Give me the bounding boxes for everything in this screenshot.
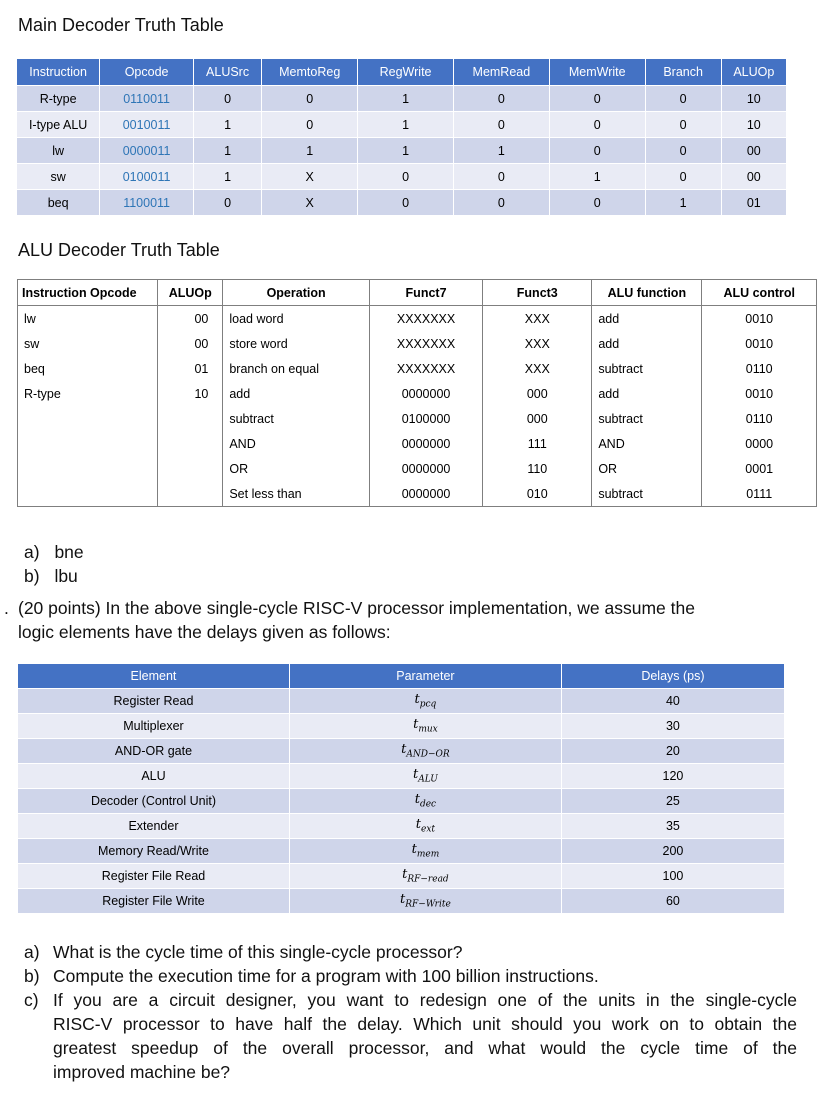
table-cell: 1	[193, 112, 261, 138]
table-cell: 40	[561, 689, 784, 714]
parameter-cell	[289, 764, 561, 789]
table-cell: 1	[193, 138, 261, 164]
table-cell: 000	[483, 381, 592, 406]
table-cell: 200	[561, 839, 784, 864]
table-cell: XXX	[483, 306, 592, 332]
table-cell: R-type	[17, 86, 100, 112]
table-cell: 01	[158, 356, 223, 381]
param-subscript: dec	[419, 799, 437, 810]
table-cell: 1100011	[100, 190, 194, 216]
table-row	[18, 456, 817, 481]
table-row	[18, 764, 785, 789]
table-cell: Register File Read	[18, 864, 289, 889]
table-row	[18, 889, 785, 914]
table-cell	[18, 481, 158, 507]
table-cell: 1	[262, 138, 358, 164]
table-cell: 0	[262, 112, 358, 138]
alu-decoder-title: ALU Decoder Truth Table	[18, 240, 220, 260]
list-marker: a)	[24, 942, 40, 962]
table-cell: branch on equal	[223, 356, 370, 381]
table-cell: 1	[358, 138, 454, 164]
table-cell: Register Read	[18, 689, 289, 714]
list-item	[24, 564, 78, 588]
table-cell: 10	[721, 112, 786, 138]
main-header-cell: ALUOp	[721, 59, 786, 86]
list-marker: b)	[24, 966, 40, 986]
alu-header-cell: Funct3	[483, 280, 592, 306]
table-cell: 0	[645, 164, 721, 190]
table-cell: 20	[561, 739, 784, 764]
table-cell: 00	[721, 164, 786, 190]
table-cell: X	[262, 190, 358, 216]
table-cell: 0000000	[369, 431, 482, 456]
table-cell: 0	[549, 112, 645, 138]
table-cell: 10	[721, 86, 786, 112]
table-row	[17, 86, 787, 112]
table-row	[18, 814, 785, 839]
table-cell: lw	[17, 138, 100, 164]
table-cell: sw	[18, 331, 158, 356]
table-cell: 111	[483, 431, 592, 456]
table-cell	[18, 456, 158, 481]
table-cell: add	[592, 381, 702, 406]
table-cell: 0	[358, 190, 454, 216]
table-cell: 100	[561, 864, 784, 889]
table-cell: 0	[645, 112, 721, 138]
table-cell: 0010	[702, 306, 817, 332]
table-cell: 1	[358, 112, 454, 138]
table-cell: I-type ALU	[17, 112, 100, 138]
table-cell: AND	[592, 431, 702, 456]
question-line-2: logic elements have the delays given as follows:	[18, 622, 391, 642]
param-subscript: RF−read	[407, 874, 449, 885]
table-cell: Set less than	[223, 481, 370, 507]
alu-header-cell: ALU function	[592, 280, 702, 306]
delays-header-cell: Element	[18, 664, 289, 689]
table-cell: Memory Read/Write	[18, 839, 289, 864]
table-row	[18, 331, 817, 356]
table-cell: OR	[223, 456, 370, 481]
param-symbol: t	[414, 692, 420, 708]
list-marker: c)	[24, 990, 39, 1010]
parameter-cell	[289, 739, 561, 764]
param-subscript: ALU	[418, 774, 438, 785]
table-cell	[158, 406, 223, 431]
table-cell: 0	[549, 190, 645, 216]
table-row	[18, 406, 817, 431]
param-subscript: mux	[418, 724, 438, 735]
table-row	[18, 739, 785, 764]
list-text-line: greatest speedup of the overall processor, and what would the cycle time of the	[53, 1038, 797, 1058]
main-header-cell: MemWrite	[549, 59, 645, 86]
table-cell: 0	[453, 112, 549, 138]
table-cell: 1	[645, 190, 721, 216]
table-cell: R-type	[18, 381, 158, 406]
table-row	[17, 138, 787, 164]
main-header-cell: Opcode	[100, 59, 194, 86]
table-cell: AND-OR gate	[18, 739, 289, 764]
table-cell: lw	[18, 306, 158, 332]
table-row	[18, 306, 817, 332]
main-header-cell: Branch	[645, 59, 721, 86]
main-decoder-title: Main Decoder Truth Table	[18, 15, 224, 35]
table-cell: XXX	[483, 331, 592, 356]
table-cell: 0000	[702, 431, 817, 456]
table-cell: 0	[193, 190, 261, 216]
table-cell: 0001	[702, 456, 817, 481]
param-symbol: t	[415, 817, 422, 833]
table-cell: beq	[18, 356, 158, 381]
table-cell: AND	[223, 431, 370, 456]
table-cell: 0000011	[100, 138, 194, 164]
list-text: Compute the execution time for a program with 100 billion instructions.	[53, 966, 599, 986]
parameter-cell	[289, 839, 561, 864]
table-cell: 0100000	[369, 406, 482, 431]
main-header-cell: MemtoReg	[262, 59, 358, 86]
alu-decoder-header-row	[18, 280, 817, 306]
table-row	[18, 839, 785, 864]
table-cell: 1	[358, 86, 454, 112]
table-cell: 0	[453, 164, 549, 190]
param-symbol: t	[400, 892, 406, 908]
parameter-cell	[289, 864, 561, 889]
param-symbol: t	[402, 867, 408, 883]
delays-header-row	[18, 664, 785, 689]
main-header-cell: ALUSrc	[193, 59, 261, 86]
param-subscript: mem	[416, 849, 440, 860]
table-cell: subtract	[592, 481, 702, 507]
list-text-line: If you are a circuit designer, you want to redesign one of the units in the single-cycle	[53, 990, 797, 1010]
table-cell: 0	[645, 86, 721, 112]
list-text-line: RISC-V processor to have half the delay. Which unit should you work on to obtain the	[53, 1014, 797, 1034]
table-cell: 1	[193, 164, 261, 190]
param-subscript: ext	[421, 824, 436, 835]
parameter-cell	[289, 689, 561, 714]
table-cell: 120	[561, 764, 784, 789]
table-row	[18, 714, 785, 739]
table-cell: 0110011	[100, 86, 194, 112]
table-cell: subtract	[223, 406, 370, 431]
table-cell: 0000000	[369, 456, 482, 481]
table-cell: XXXXXXX	[369, 356, 482, 381]
param-subscript: RF−Write	[405, 899, 451, 910]
table-row	[18, 689, 785, 714]
table-cell: 0	[193, 86, 261, 112]
table-cell	[18, 431, 158, 456]
table-cell: 0	[453, 86, 549, 112]
table-row	[18, 481, 817, 507]
table-cell: 0000000	[369, 481, 482, 507]
parameter-cell	[289, 789, 561, 814]
table-cell: 00	[721, 138, 786, 164]
table-cell: 1	[549, 164, 645, 190]
question-line-1: (20 points) In the above single-cycle RISC-V processor implementation, we assume the	[18, 598, 695, 618]
param-subscript: AND−OR	[406, 749, 450, 760]
main-header-cell: RegWrite	[358, 59, 454, 86]
table-cell	[158, 456, 223, 481]
param-subscript: pcq	[419, 699, 437, 710]
list-text-line: improved machine be?	[53, 1062, 231, 1082]
table-cell: 01	[721, 190, 786, 216]
table-cell: 0100011	[100, 164, 194, 190]
parameter-cell	[289, 814, 561, 839]
table-cell: 1	[453, 138, 549, 164]
table-cell: 0	[262, 86, 358, 112]
table-cell: sw	[17, 164, 100, 190]
alu-header-cell: Funct7	[369, 280, 482, 306]
table-cell: 110	[483, 456, 592, 481]
list-item	[24, 964, 40, 988]
table-cell: 10	[158, 381, 223, 406]
table-cell: load word	[223, 306, 370, 332]
table-cell: 0	[645, 138, 721, 164]
table-cell: Extender	[18, 814, 289, 839]
alu-decoder-table	[17, 279, 817, 507]
alu-header-cell: ALU control	[702, 280, 817, 306]
question-marker: .	[4, 598, 9, 618]
main-header-cell: Instruction	[17, 59, 100, 86]
table-row	[18, 431, 817, 456]
alu-header-cell: Operation	[223, 280, 370, 306]
table-cell: XXX	[483, 356, 592, 381]
table-cell: 0010	[702, 381, 817, 406]
table-cell: add	[592, 331, 702, 356]
table-cell: 00	[158, 306, 223, 332]
main-decoder-header-row	[17, 59, 787, 86]
table-cell: subtract	[592, 356, 702, 381]
list-text: What is the cycle time of this single-cycle processor?	[53, 942, 463, 962]
table-cell: Decoder (Control Unit)	[18, 789, 289, 814]
table-row	[18, 864, 785, 889]
table-cell: 0	[453, 190, 549, 216]
table-row	[17, 190, 787, 216]
table-cell: 00	[158, 331, 223, 356]
delays-header-cell: Delays (ps)	[561, 664, 784, 689]
main-decoder-table	[17, 59, 787, 215]
table-cell: subtract	[592, 406, 702, 431]
table-cell: 0010	[702, 331, 817, 356]
param-symbol: t	[411, 842, 417, 858]
table-cell: OR	[592, 456, 702, 481]
list-text: bne	[54, 542, 84, 562]
table-cell: 000	[483, 406, 592, 431]
table-cell: ALU	[18, 764, 289, 789]
table-cell: 0	[549, 138, 645, 164]
delays-header-cell: Parameter	[289, 664, 561, 689]
table-row	[17, 112, 787, 138]
table-cell: 25	[561, 789, 784, 814]
table-cell: 0	[549, 86, 645, 112]
list-marker: b)	[24, 566, 40, 586]
table-cell: 0000000	[369, 381, 482, 406]
table-cell	[18, 406, 158, 431]
list-item	[24, 940, 40, 964]
table-cell: 0110	[702, 406, 817, 431]
table-cell: XXXXXXX	[369, 331, 482, 356]
list-text: lbu	[54, 566, 78, 586]
table-cell: 0111	[702, 481, 817, 507]
delays-table	[18, 664, 785, 913]
param-symbol: t	[401, 742, 407, 758]
param-symbol: t	[413, 767, 419, 783]
table-cell: 60	[561, 889, 784, 914]
table-cell: add	[592, 306, 702, 332]
table-cell: 010	[483, 481, 592, 507]
table-cell	[158, 431, 223, 456]
main-header-cell: MemRead	[453, 59, 549, 86]
table-cell: store word	[223, 331, 370, 356]
table-cell: 0110	[702, 356, 817, 381]
parameter-cell	[289, 889, 561, 914]
alu-header-cell: Instruction Opcode	[18, 280, 158, 306]
alu-header-cell: ALUOp	[158, 280, 223, 306]
table-cell: 35	[561, 814, 784, 839]
list-item	[24, 988, 39, 1012]
table-cell: X	[262, 164, 358, 190]
list-marker: a)	[24, 542, 40, 562]
table-cell: 0	[358, 164, 454, 190]
table-cell: 0010011	[100, 112, 194, 138]
table-row	[18, 789, 785, 814]
table-row	[17, 164, 787, 190]
table-cell: Multiplexer	[18, 714, 289, 739]
table-cell: add	[223, 381, 370, 406]
list-item	[24, 540, 84, 564]
table-cell: Register File Write	[18, 889, 289, 914]
table-row	[18, 381, 817, 406]
parameter-cell	[289, 714, 561, 739]
table-cell	[158, 481, 223, 507]
param-symbol: t	[413, 717, 419, 733]
param-symbol: t	[414, 792, 420, 808]
table-cell: beq	[17, 190, 100, 216]
table-row	[18, 356, 817, 381]
table-cell: 30	[561, 714, 784, 739]
table-cell: XXXXXXX	[369, 306, 482, 332]
